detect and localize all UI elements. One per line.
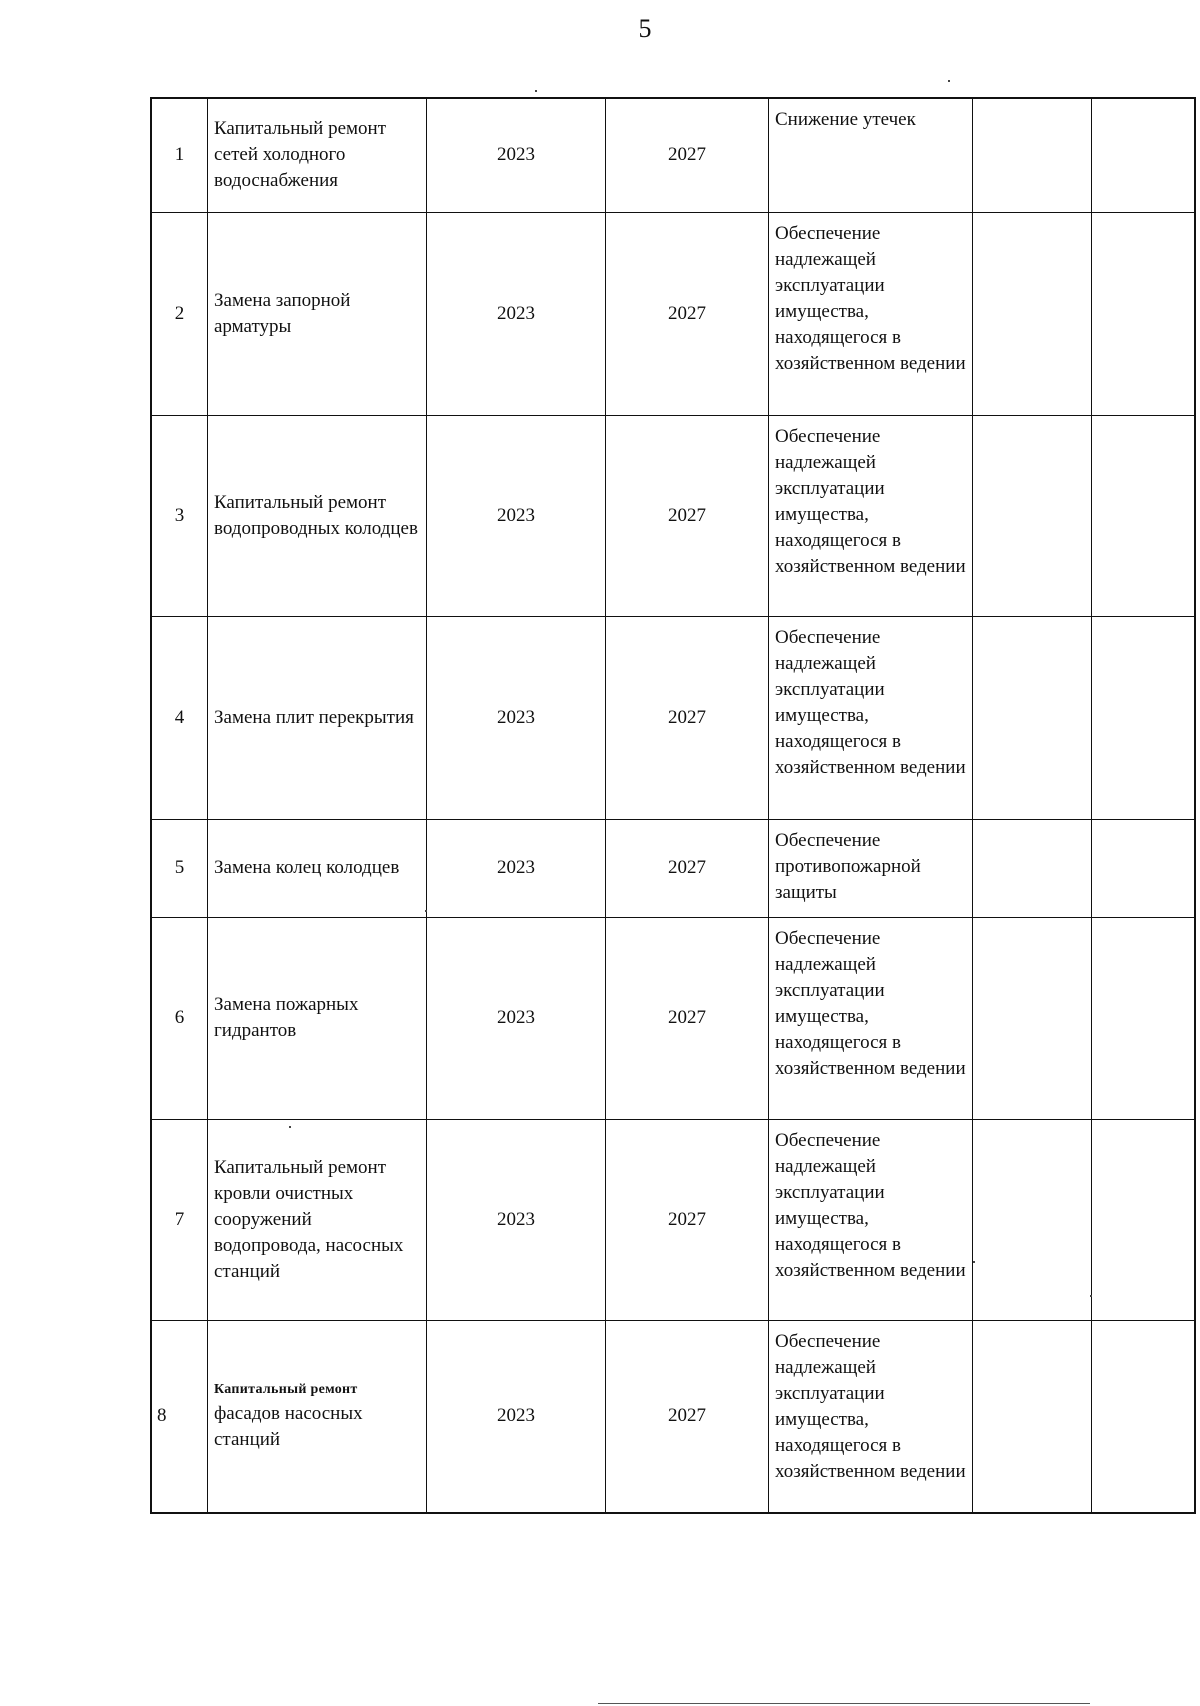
expected-result: Обеспечение надлежащей эксплуатации имущества, находящегося в хозяйственном ведении (769, 415, 973, 616)
end-year: 2027 (606, 98, 769, 212)
end-year: 2027 (606, 415, 769, 616)
empty-cell (973, 415, 1092, 616)
start-year: 2023 (427, 917, 606, 1119)
end-year: 2027 (606, 616, 769, 819)
end-year: 2027 (606, 819, 769, 917)
page-number: 5 (638, 14, 652, 43)
empty-cell (1092, 1320, 1196, 1513)
start-year: 2023 (427, 819, 606, 917)
empty-cell (973, 819, 1092, 917)
row-number: 4 (151, 616, 208, 819)
row-number: 8 (151, 1320, 208, 1513)
expected-result: Обеспечение надлежащей эксплуатации имущества, находящегося в хозяйственном ведении (769, 1119, 973, 1320)
table-row (151, 1119, 1195, 1320)
measure-name-line1: Капитальный ремонт (214, 1382, 358, 1398)
start-year: 2023 (427, 616, 606, 819)
empty-cell (1092, 212, 1196, 415)
expected-result: Обеспечение надлежащей эксплуатации имущества, находящегося в хозяйственном ведении (769, 212, 973, 415)
table-row (151, 616, 1195, 819)
scan-speck (973, 1261, 975, 1263)
empty-cell (1092, 917, 1196, 1119)
empty-cell (1092, 616, 1196, 819)
expected-result: Обеспечение надлежащей эксплуатации имущества, находящегося в хозяйственном ведении (769, 616, 973, 819)
start-year: 2023 (427, 415, 606, 616)
scan-speck (948, 80, 950, 82)
measure-name: Капитальный ремонт сетей холодного водоснабжения (208, 98, 427, 212)
row-number: 6 (151, 917, 208, 1119)
expected-result: Обеспечение надлежащей эксплуатации имущества, находящегося в хозяйственном ведении (769, 917, 973, 1119)
empty-cell (1092, 819, 1196, 917)
empty-cell (973, 98, 1092, 212)
table-row (151, 98, 1195, 212)
end-year: 2027 (606, 212, 769, 415)
measure-name: Замена пожарных гидрантов (208, 917, 427, 1119)
expected-result: Обеспечение противопожарной защиты (769, 819, 973, 917)
expected-result: Обеспечение надлежащей эксплуатации имущества, находящегося в хозяйственном ведении (769, 1320, 973, 1513)
empty-cell (973, 917, 1092, 1119)
table-row (151, 212, 1195, 415)
scan-speck (289, 1126, 291, 1128)
row-number: 7 (151, 1119, 208, 1320)
empty-cell (1092, 415, 1196, 616)
measure-name-rest: фасадов насосных станций (214, 1403, 363, 1451)
table-row (151, 917, 1195, 1119)
row-number: 2 (151, 212, 208, 415)
scan-speck (1090, 1295, 1092, 1297)
measures-table (150, 97, 1196, 1514)
empty-cell (973, 212, 1092, 415)
end-year: 2027 (606, 1320, 769, 1513)
table-row (151, 819, 1195, 917)
bottom-scan-line (598, 1703, 1090, 1704)
end-year: 2027 (606, 917, 769, 1119)
measure-name (208, 1320, 427, 1513)
empty-cell (973, 1320, 1092, 1513)
start-year: 2023 (427, 1320, 606, 1513)
end-year: 2027 (606, 1119, 769, 1320)
empty-cell (1092, 1119, 1196, 1320)
start-year: 2023 (427, 1119, 606, 1320)
scan-speck (535, 90, 537, 92)
empty-cell (973, 1119, 1092, 1320)
measure-name: Замена плит перекрытия (208, 616, 427, 819)
measure-name: Капитальный ремонт водопроводных колодцев (208, 415, 427, 616)
measure-name: Замена колец колодцев (208, 819, 427, 917)
measure-name: Капитальный ремонт кровли очистных сооружений водопровода, насосных станций (208, 1119, 427, 1320)
row-number: 1 (151, 98, 208, 212)
row-number: 3 (151, 415, 208, 616)
start-year: 2023 (427, 98, 606, 212)
table-row (151, 1320, 1195, 1513)
scan-speck (425, 910, 427, 912)
table-row (151, 415, 1195, 616)
row-number: 5 (151, 819, 208, 917)
start-year: 2023 (427, 212, 606, 415)
empty-cell (1092, 98, 1196, 212)
empty-cell (973, 616, 1092, 819)
measure-name: Замена запорной арматуры (208, 212, 427, 415)
expected-result: Снижение утечек (769, 98, 973, 212)
